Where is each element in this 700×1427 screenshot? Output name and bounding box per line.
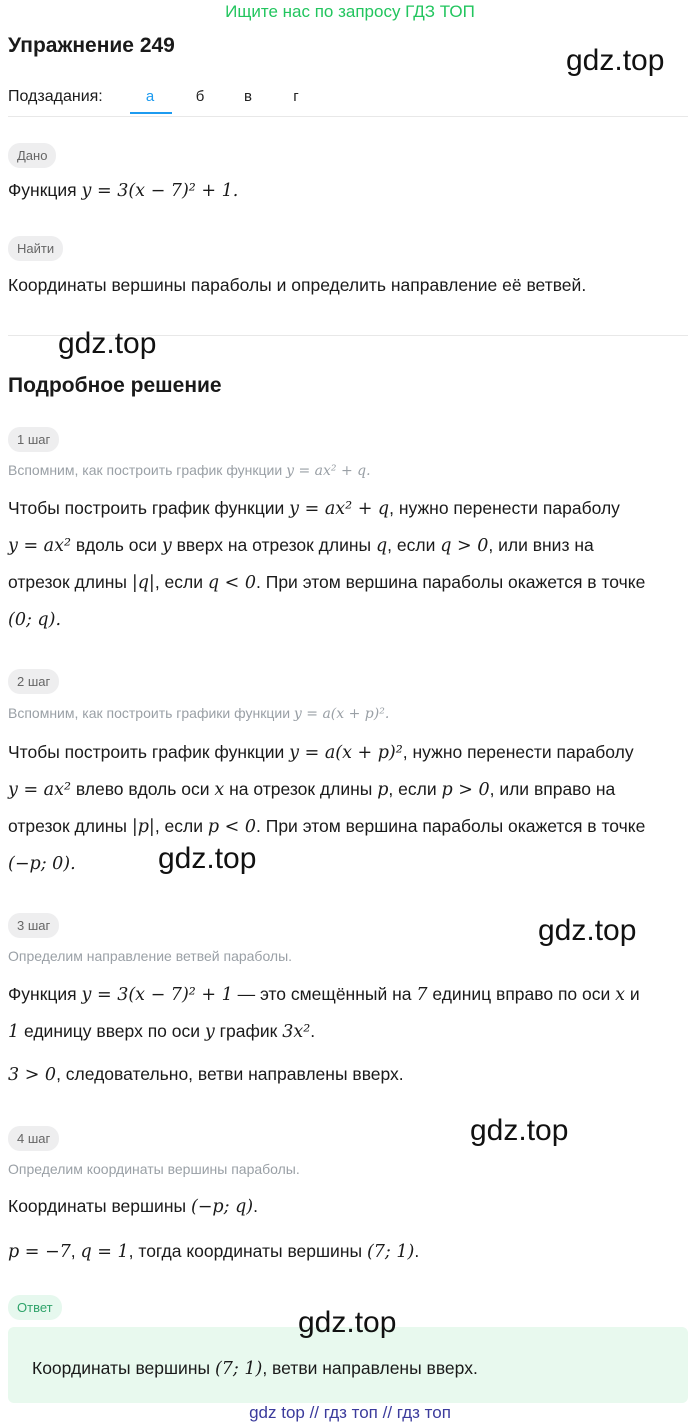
step-3-pill: 3 шаг [8, 913, 59, 938]
solution-title: Подробное решение [8, 374, 222, 397]
step-3-body [8, 976, 692, 1050]
hint-text: Вспомним, как построить графики функции [8, 705, 294, 721]
top-banner[interactable]: Ищите нас по запросу ГДЗ ТОП [225, 2, 475, 21]
step-2-line-2: y = ax² влево вдоль оси x на отрезок длины p, если p > 0, или вправо на [8, 779, 616, 800]
given-prefix: Функция [8, 180, 82, 200]
tab-a[interactable]: а [145, 88, 155, 105]
answer-pill: Ответ [8, 1295, 62, 1320]
given-text [8, 180, 692, 201]
step-3-line-2: 1 единицу вверх по оси y график 3x². [8, 1021, 316, 1042]
find-pill: Найти [8, 236, 63, 261]
tab-b[interactable]: б [195, 88, 205, 105]
step-2-hint [8, 705, 389, 722]
given-formula: y = 3(x − 7)² + 1. [81, 181, 239, 201]
divider [8, 116, 688, 117]
step-2-pill: 2 шаг [8, 669, 59, 694]
tab-v[interactable]: в [244, 88, 252, 105]
watermark: gdz.top [158, 842, 257, 875]
step-2-line-4: (−p; 0). [8, 854, 76, 874]
watermark: gdz.top [538, 914, 637, 947]
step-4-pill: 4 шаг [8, 1126, 59, 1151]
step-1-line-2: y = ax² вдоль оси y вверх на отрезок длины q, если q > 0, или вниз на [8, 535, 594, 556]
hint-formula: y = ax² + q. [286, 463, 371, 479]
hint-text: Вспомним, как построить график функции [8, 462, 287, 478]
footer-links[interactable]: gdz top // гдз топ // гдз топ [249, 1403, 451, 1422]
step-2-body [8, 734, 692, 882]
step-1-line-1: Чтобы построить график функции y = ax² + q, нужно перенести параболу [8, 498, 620, 519]
step-1-pill: 1 шаг [8, 427, 59, 452]
watermark: gdz.top [298, 1306, 397, 1339]
watermark: gdz.top [566, 44, 665, 77]
step-4-line-2: p = −7, q = 1, тогда координаты вершины (7; 1). [8, 1241, 420, 1262]
watermark: gdz.top [470, 1114, 569, 1147]
exercise-title: Упражнение 249 [8, 34, 175, 57]
step-3-conclusion: 3 > 0, следовательно, ветви направлены вверх. [8, 1064, 404, 1085]
step-1-line-3: отрезок длины |q|, если q < 0. При этом вершина параболы окажется в точке [8, 572, 646, 593]
hint-formula: y = a(x + p)². [293, 706, 390, 722]
step-2-line-3: отрезок длины |p|, если p < 0. При этом вершина параболы окажется в точке [8, 816, 646, 837]
step-4-line-1: Координаты вершины (−p; q). [8, 1196, 258, 1217]
given-pill: Дано [8, 143, 56, 168]
find-text: Координаты вершины параболы и определить направление её ветвей. [8, 275, 587, 295]
step-1-line-4: (0; q). [8, 610, 62, 630]
tab-g[interactable]: г [293, 88, 299, 105]
step-4-hint: Определим координаты вершины параболы. [8, 1161, 300, 1177]
watermark: gdz.top [58, 327, 157, 360]
answer-text: Координаты вершины (7; 1), ветви направлены вверх. [32, 1358, 478, 1379]
step-3-hint: Определим направление ветвей параболы. [8, 948, 293, 964]
step-1-hint [8, 462, 371, 479]
step-1-body [8, 490, 692, 638]
step-3-line-1: Функция y = 3(x − 7)² + 1 — это смещённый на 7 единиц вправо по оси x и [8, 984, 640, 1005]
active-tab-indicator [130, 112, 172, 114]
subtasks-label: Подзадания: [8, 88, 103, 105]
step-2-line-1: Чтобы построить график функции y = a(x + p)², нужно перенести параболу [8, 742, 634, 763]
